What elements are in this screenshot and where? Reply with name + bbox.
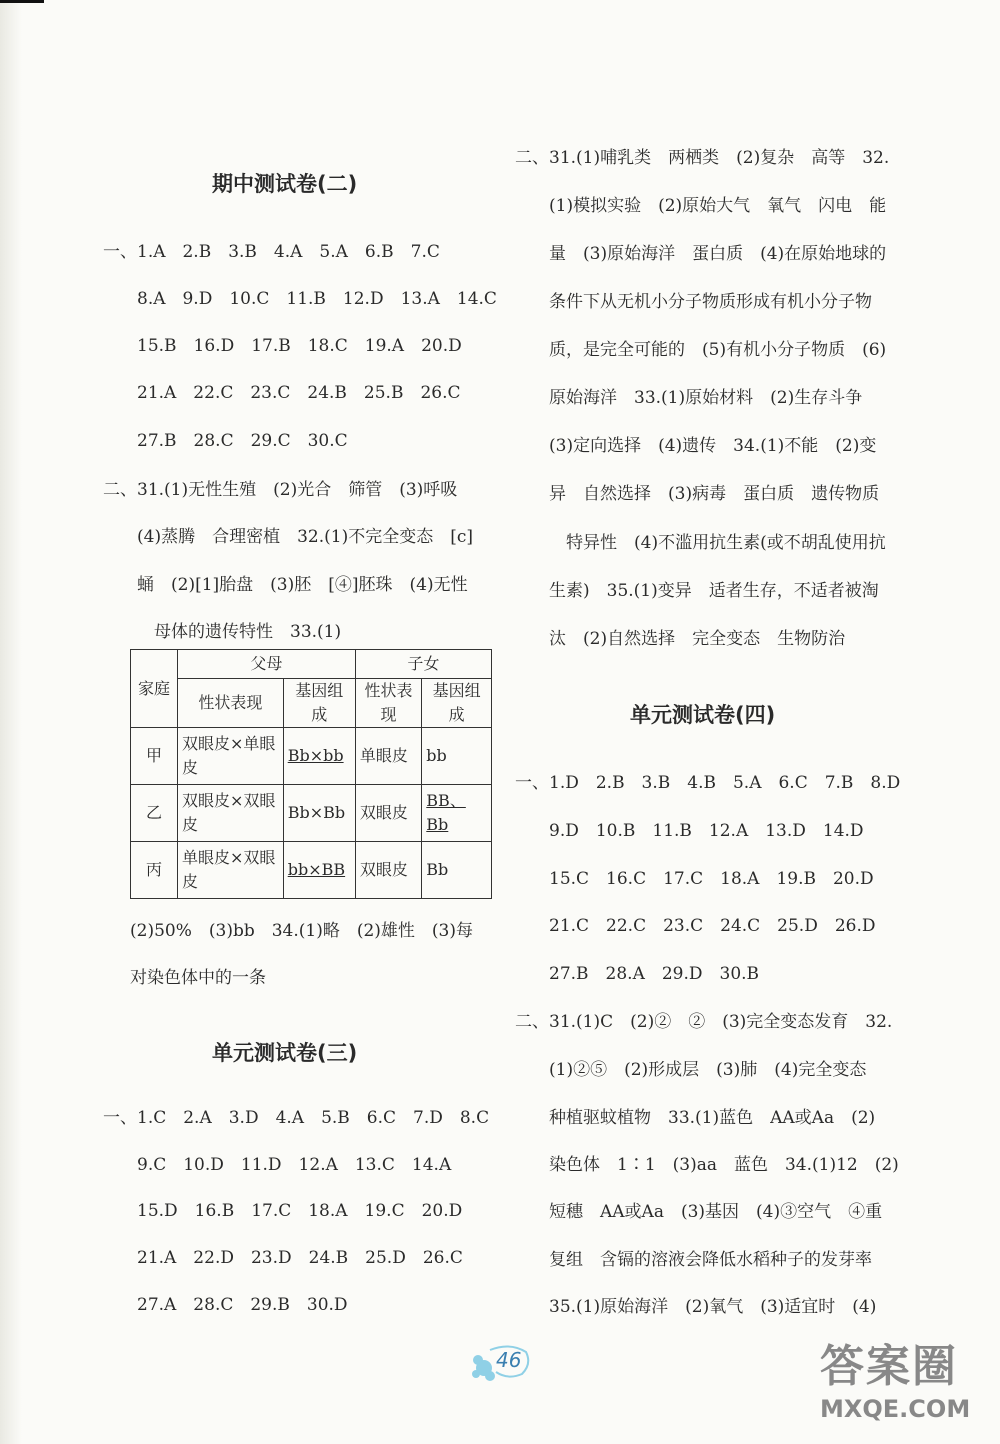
answer-line: 质，是完全可能的 (5)有机小分子物质 (6)	[515, 340, 887, 360]
answer-line: 27.A 28.C 29.B 30.D	[103, 1295, 348, 1315]
table-cell-child-genotype	[422, 785, 492, 842]
answer-line: (4)蒸腾 合理密植 32.(1)不完全变态 [c]	[103, 527, 473, 547]
answer-line: (1)②⑤ (2)形成层 (3)肺 (4)完全变态	[515, 1060, 867, 1080]
section-title-unit-3: 单元测试卷(三)	[212, 1041, 358, 1065]
table-header-family: 家庭	[131, 650, 178, 728]
answer-line: 蛹 (2)[1]胎盘 (3)胚 [④]胚珠 (4)无性	[103, 575, 468, 595]
answer-line: 27.B 28.A 29.D 30.B	[515, 964, 760, 984]
table-cell-family: 丙	[131, 842, 178, 899]
answer-line: (3)定向选择 (4)遗传 34.(1)不能 (2)变	[515, 436, 877, 456]
answer-line: 21.A 22.C 23.C 24.B 25.B 26.C	[103, 383, 461, 403]
table-row	[131, 728, 492, 785]
watermark-text: 答案圈	[820, 1341, 958, 1392]
answer-line: 特异性 (4)不滥用抗生素(或不胡乱使用抗	[515, 533, 886, 553]
answer-line: 二、31.(1)无性生殖 (2)光合 筛管 (3)呼吸	[103, 480, 458, 500]
answer-line: 21.C 22.C 23.C 24.C 25.D 26.D	[515, 916, 876, 936]
table-subheader: 性状表现	[355, 679, 421, 728]
table-row	[131, 842, 492, 899]
page-edge-shadow	[0, 0, 22, 1444]
table-header-children: 子女	[355, 650, 491, 679]
answer-line: 一、1.A 2.B 3.B 4.A 5.A 6.B 7.C	[103, 242, 440, 262]
answer-line: 生素) 35.(1)变异 适者生存，不适者被淘	[515, 581, 879, 601]
answer-line: 二、31.(1)C (2)② ② (3)完全变态发育 32.	[515, 1012, 893, 1032]
answer-line: 21.A 22.D 23.D 24.B 25.D 26.C	[103, 1248, 463, 1268]
table-cell-parent-genotype	[283, 728, 355, 785]
answer-line: 条件下从无机小分子物质形成有机小分子物	[515, 292, 872, 312]
genotype-table	[130, 649, 492, 899]
table-cell-family: 甲	[131, 728, 178, 785]
answer-line: 9.C 10.D 11.D 12.A 13.C 14.A	[103, 1155, 452, 1175]
answer-line: 异 自然选择 (3)病毒 蛋白质 遗传物质	[515, 484, 880, 504]
watermark-logo	[820, 1340, 990, 1436]
table-subheader: 性状表现	[178, 679, 284, 728]
table-subheader: 基因组成	[283, 679, 355, 728]
table-header-parents: 父母	[178, 650, 356, 679]
answer-line: 一、1.D 2.B 3.B 4.B 5.A 6.C 7.B 8.D	[515, 773, 901, 793]
answer-underline: Bb×bb	[287, 746, 344, 765]
answer-line: 对染色体中的一条	[130, 968, 266, 988]
page-number-badge	[470, 1340, 534, 1384]
answer-line: 一、1.C 2.A 3.D 4.A 5.B 6.C 7.D 8.C	[103, 1108, 490, 1128]
table-cell-parent-trait: 单眼皮×双眼皮	[178, 842, 284, 899]
answer-line: 短穗 AA或Aa (3)基因 (4)③空气 ④重	[515, 1202, 883, 1222]
table-row	[131, 785, 492, 842]
table-cell-child-trait: 双眼皮	[355, 785, 421, 842]
table-cell-parent-trait: 双眼皮×单眼皮	[178, 728, 284, 785]
answer-line: 27.B 28.C 29.C 30.C	[103, 431, 348, 451]
answer-line: 复组 含镉的溶液会降低水稻种子的发芽率	[515, 1250, 872, 1270]
answer-line: 二、31.(1)哺乳类 两栖类 (2)复杂 高等 32.	[515, 148, 890, 168]
page-number: 46	[496, 1348, 522, 1372]
watermark-url: MXQE.COM	[820, 1395, 971, 1423]
answer-line: (1)模拟实验 (2)原始大气 氧气 闪电 能	[515, 196, 887, 216]
answer-line: 15.B 16.D 17.B 18.C 19.A 20.D	[103, 336, 462, 356]
answer-line: 量 (3)原始海洋 蛋白质 (4)在原始地球的	[515, 244, 887, 264]
table-cell-parent-trait: 双眼皮×双眼皮	[178, 785, 284, 842]
page-edge-mark	[0, 0, 44, 3]
answer-line: 15.C 16.C 17.C 18.A 19.B 20.D	[515, 869, 874, 889]
answer-line: 9.D 10.B 11.B 12.A 13.D 14.D	[515, 821, 864, 841]
answer-underline: BB、Bb	[426, 791, 466, 834]
answer-line: 原始海洋 33.(1)原始材料 (2)生存斗争	[515, 388, 863, 408]
table-cell-child-genotype: bb	[422, 728, 492, 785]
table-cell-child-genotype: Bb	[422, 842, 492, 899]
table-cell-parent-genotype	[283, 842, 355, 899]
answer-line: 汰 (2)自然选择 完全变态 生物防治	[515, 629, 846, 649]
answer-underline: bb×BB	[287, 860, 346, 879]
table-cell-child-trait: 双眼皮	[355, 842, 421, 899]
table-subheader: 基因组成	[422, 679, 492, 728]
answer-line: 8.A 9.D 10.C 11.B 12.D 13.A 14.C	[103, 289, 497, 309]
table-cell-child-trait: 单眼皮	[355, 728, 421, 785]
answer-line: 染色体 1∶1 (3)aa 蓝色 34.(1)12 (2)	[515, 1155, 899, 1175]
table-cell-parent-genotype: Bb×Bb	[283, 785, 355, 842]
table-cell-family: 乙	[131, 785, 178, 842]
answer-line: 种植驱蚊植物 33.(1)蓝色 AA或Aa (2)	[515, 1108, 876, 1128]
answer-line: 35.(1)原始海洋 (2)氧气 (3)适宜时 (4)	[515, 1297, 877, 1317]
answer-line: (2)50% (3)bb 34.(1)略 (2)雄性 (3)每	[130, 921, 473, 941]
section-title-midterm-2: 期中测试卷(二)	[212, 172, 358, 196]
answer-line: 15.D 16.B 17.C 18.A 19.C 20.D	[103, 1201, 463, 1221]
section-title-unit-4: 单元测试卷(四)	[630, 703, 776, 727]
answer-line: 母体的遗传特性 33.(1)	[103, 622, 342, 642]
